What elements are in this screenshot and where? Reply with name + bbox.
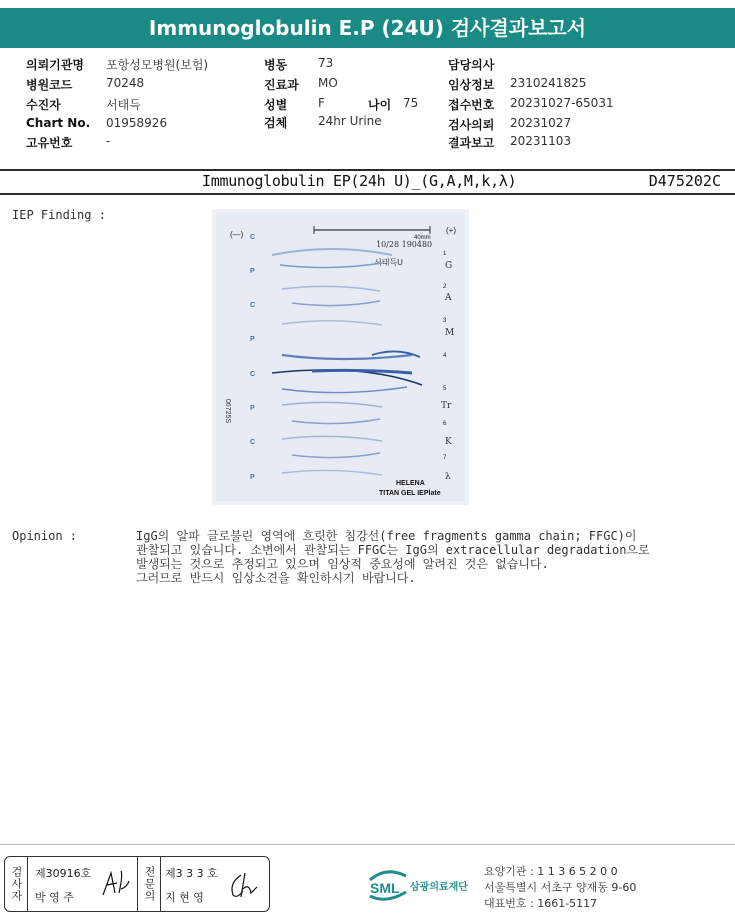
gel-patient-name: 서태득U [374,258,404,267]
channel-number: 1 [443,251,447,257]
channel-number: 4 [443,353,447,359]
channel-number: 6 [443,421,447,427]
value-clinical-info: 2310241825 [510,76,587,90]
label-ward: 병동 [264,58,288,72]
label-report-date: 결과보고 [448,136,495,150]
test-code: D475202C [648,172,721,190]
sml-logo-text: SML [370,880,400,896]
footer-contact [484,864,636,912]
well-label: C [250,234,256,241]
sml-org-name: 삼광의료재단 [410,882,468,893]
well-label: C [250,439,256,446]
opinion-line: 그러므로 반드시 임상소견을 확인하시기 바랍니다. [136,571,416,585]
divider-top [0,169,735,171]
specialist-title [137,857,161,911]
specialist-license: 제3 3 3 호 [165,867,218,880]
gel-stamp: 10/28 190480 [376,240,433,249]
label-sex: 성별 [264,98,288,112]
well-label: P [250,405,255,412]
specialist-title-text: 전문의 [143,866,156,902]
channel-number: 5 [443,386,447,392]
well-label: P [250,336,255,343]
footer-address: 서울특별시 서초구 양재동 9-60 [484,881,637,894]
opinion-label: Opinion : [12,529,78,543]
value-specimen: 24hr Urine [318,114,382,128]
label-hospital-code: 병원코드 [26,78,73,92]
gel-positive-pole: (+) [446,226,456,235]
channel-number: 2 [443,284,447,290]
label-specimen: 검체 [264,116,288,130]
antiserum-label: λ [445,472,451,482]
footer-institution-code: 요양기관 : 1 1 3 6 5 2 0 0 [484,865,618,878]
gel-side-code: 06725S [224,399,231,424]
antiserum-label: G [445,261,453,271]
well-label: C [250,302,256,309]
divider-bottom [0,193,735,195]
label-clinical-info: 임상정보 [448,78,495,92]
test-title: Immunoglobulin EP(24h U)_(G,A,M,k,λ) [202,172,517,190]
value-ward: 73 [318,56,334,70]
antiserum-label: M [445,328,455,338]
gel-brand: HELENA [396,480,425,487]
value-receipt-no: 20231027-65031 [510,96,614,110]
value-unique-no: - [106,134,111,148]
sml-logo [366,866,478,902]
label-department: 진료과 [264,78,299,92]
specialist-name: 지 현 영 [165,891,204,904]
report-title: Immunoglobulin E.P (24U) 검사결과보고서 [0,8,735,48]
value-institution: 포항성모병원(보험) [106,58,209,72]
value-report-date: 20231103 [510,134,572,148]
scale-label: 40mm [414,235,431,241]
antiserum-label: Tr [441,401,452,411]
channel-number: 3 [443,318,447,324]
channel-number: 7 [443,455,447,461]
label-patient: 수진자 [26,98,61,112]
opinion-line: 관찰되고 있습니다. 소변에서 관찰되는 FFGC는 IgG의 extracellular degradation으로 [136,543,650,557]
inspector-title-text: 검사자 [10,866,23,902]
label-request-date: 검사의뢰 [448,118,495,132]
label-receipt-no: 접수번호 [448,98,495,112]
well-label: P [250,268,255,275]
label-institution: 의뢰기관명 [26,58,84,72]
opinion-line: IgG의 알파 글로불린 영역에 흐릿한 침강선(free fragments gamma chain; FFGC)이 [136,529,637,543]
iep-finding-label: IEP Finding : [12,208,106,222]
well-label: P [250,474,255,481]
signature-box [4,856,270,912]
gel-brand-sub: TITAN GEL IEPlate [379,490,441,497]
specialist-signature [227,869,263,901]
label-unique-no: 고유번호 [26,136,73,150]
patient-info [0,56,735,152]
opinion-text [136,529,716,585]
well-label: C [250,371,256,378]
value-age: 75 [403,96,419,110]
inspector-title [5,857,28,911]
opinion-line: 발생되는 것으로 추정되고 있으며 임상적 중요성에 알려진 것은 없습니다. [136,557,549,571]
inspector-signature [99,867,131,901]
sml-logo-arc [370,872,406,880]
footer-phone: 대표번호 : 1661-5117 [484,897,598,910]
antiserum-label: K [445,437,452,447]
antiserum-label: A [445,293,452,303]
electrophoresis-gel-image [212,209,469,505]
label-doctor: 담당의사 [448,58,495,72]
value-hospital-code: 70248 [106,76,145,90]
value-patient: 서태득 [106,98,141,112]
label-age: 나이 [368,98,392,112]
inspector-name: 박 영 주 [35,891,74,904]
value-department: MO [318,76,338,90]
value-chart-no: 01958926 [106,116,168,130]
value-sex: F [318,96,325,110]
gel-negative-pole: (—) [230,230,244,239]
label-chart-no: Chart No. [26,116,91,130]
value-request-date: 20231027 [510,116,572,130]
inspector-license: 제30916호 [35,867,92,880]
footer-divider [0,844,735,845]
